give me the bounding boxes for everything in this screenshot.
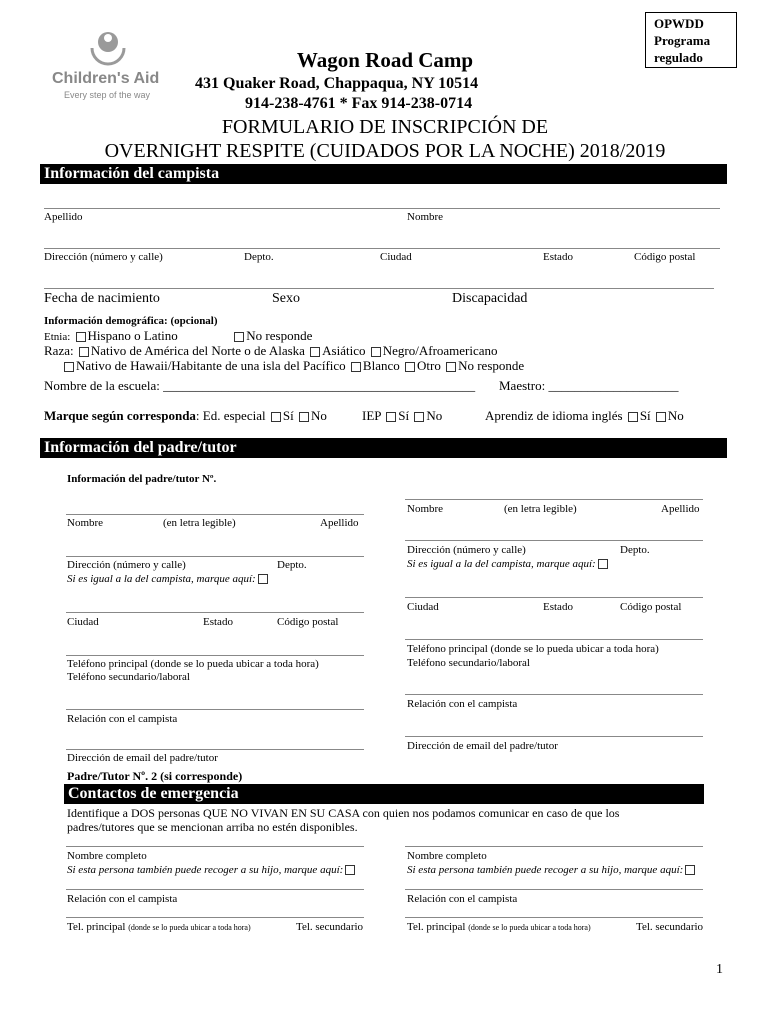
iep-si-label: Sí: [398, 408, 410, 423]
e1-recoger-checkbox[interactable]: [345, 865, 355, 875]
negro-checkbox[interactable]: [371, 347, 381, 357]
camper-fecha-label: Fecha de nacimiento: [44, 291, 160, 306]
form-title-1: FORMULARIO DE INSCRIPCIÓN DE: [221, 116, 549, 138]
p2-apellido-label: Apellido: [661, 503, 700, 515]
idioma-row: [485, 408, 684, 424]
logo-name: Children's Aid: [52, 70, 160, 87]
iep-label: IEP: [362, 408, 382, 423]
hawaii-label: Nativo de Hawaii/Habitante de una isla del Pacífico: [76, 358, 346, 373]
p2-name-line[interactable]: [405, 499, 703, 500]
e1-relacion-label: Relación con el campista: [67, 893, 178, 905]
emergency-section-bar: Contactos de emergencia: [64, 784, 704, 804]
p2-phone-line[interactable]: [405, 639, 703, 640]
e2-tel-note: (donde se lo pueda ubicar a toda hora): [468, 923, 591, 932]
p1-relacion-label: Relación con el campista: [67, 713, 178, 725]
e1-tel-note: (donde se lo pueda ubicar a toda hora): [128, 923, 251, 932]
p2-address-line[interactable]: [405, 540, 703, 541]
etnia-no-responde-checkbox[interactable]: [234, 332, 244, 342]
page-number: 1: [716, 962, 723, 977]
raza-no-responde-label: No responde: [458, 358, 525, 373]
e2-tel-principal-label: Tel. principal: [407, 921, 466, 933]
e2-relacion-line[interactable]: [405, 889, 703, 890]
raza-label: Raza:: [44, 343, 74, 358]
p2-tel-secundario-label: Teléfono secundario/laboral: [407, 657, 530, 669]
e1-recoger-label: Si esta persona también puede recoger a su hijo, marque aquí:: [67, 864, 344, 876]
p1-ciudad-label: Ciudad: [67, 616, 99, 628]
etnia-row: [44, 328, 312, 344]
p2-estado-label: Estado: [543, 601, 573, 613]
e1-recoger-row: [67, 864, 357, 876]
idioma-no-label: No: [667, 408, 684, 423]
escuela-field[interactable]: Nombre de la escuela: ________________________________________________: [44, 378, 476, 393]
emergency-intro-1: Identifique a DOS personas QUE NO VIVAN EN SU CASA con quien nos podamos comunicar en caso de que los: [67, 806, 620, 820]
blanco-checkbox[interactable]: [351, 362, 361, 372]
e1-relacion-line[interactable]: [66, 889, 364, 890]
e2-nombre-label: Nombre completo: [407, 850, 487, 862]
parent-section-bar: Información del padre/tutor: [40, 438, 727, 458]
marque-row: [44, 408, 327, 424]
p2-direccion-label: Dirección (número y calle): [407, 544, 526, 556]
nativo-america-checkbox[interactable]: [79, 347, 89, 357]
otro-label: Otro: [416, 358, 441, 373]
p2-ciudad-label: Ciudad: [407, 601, 439, 613]
e2-recoger-label: Si esta persona también puede recoger a su hijo, marque aquí:: [407, 864, 684, 876]
badge-line2: Programa: [654, 33, 711, 48]
p1-relacion-line[interactable]: [66, 709, 364, 710]
badge-line3: regulado: [654, 50, 703, 65]
e2-recoger-row: [407, 864, 697, 876]
e1-tel-principal-label: Tel. principal: [67, 921, 126, 933]
p2-email-label: Dirección de email del padre/tutor: [407, 740, 558, 752]
otro-checkbox[interactable]: [405, 362, 415, 372]
p1-address-line[interactable]: [66, 556, 364, 557]
p1-depto-label: Depto.: [277, 559, 307, 571]
p1-igual-checkbox[interactable]: [258, 574, 268, 584]
e2-name-line[interactable]: [405, 846, 703, 847]
p2-tel-principal-label: Teléfono principal (donde se lo pueda ubicar a toda hora): [407, 643, 659, 655]
ed-especial-no-label: No: [310, 408, 327, 423]
iep-si-checkbox[interactable]: [386, 412, 396, 422]
p2-depto-label: Depto.: [620, 544, 650, 556]
camper-direccion-label: Dirección (número y calle): [44, 251, 163, 263]
hawaii-checkbox[interactable]: [64, 362, 74, 372]
e2-recoger-checkbox[interactable]: [685, 865, 695, 875]
p1-tel-principal-label: Teléfono principal (donde se lo pueda ubicar a toda hora): [67, 658, 319, 670]
camper-address-line[interactable]: [44, 248, 720, 249]
p1-name-line[interactable]: [66, 514, 364, 515]
parent-title-no: Información del padre/tutor Nº.: [67, 473, 217, 485]
p2-codigo-label: Código postal: [620, 601, 682, 613]
camp-name: Wagon Road Camp: [296, 48, 474, 72]
e1-phone-line[interactable]: [66, 917, 364, 918]
emergency-intro-2: padres/tutores que se mencionan arriba no estén disponibles.: [67, 820, 358, 834]
ed-especial-si-checkbox[interactable]: [271, 412, 281, 422]
p1-email-line[interactable]: [66, 749, 364, 750]
ed-especial-label: : Ed. especial: [195, 408, 266, 423]
p2-igual-label: Si es igual a la del campista, marque aquí:: [407, 558, 596, 570]
camper-depto-label: Depto.: [244, 251, 274, 263]
idioma-si-label: Sí: [639, 408, 651, 423]
p1-city-line[interactable]: [66, 612, 364, 613]
camper-discapacidad-label: Discapacidad: [452, 291, 528, 306]
camper-ciudad-label: Ciudad: [380, 251, 412, 263]
raza-no-responde-checkbox[interactable]: [446, 362, 456, 372]
hispano-label: Hispano o Latino: [87, 328, 178, 343]
p2-relacion-line[interactable]: [405, 694, 703, 695]
p1-estado-label: Estado: [203, 616, 233, 628]
p2-relacion-label: Relación con el campista: [407, 698, 518, 710]
ed-especial-si-label: Sí: [282, 408, 294, 423]
p2-igual-checkbox[interactable]: [598, 559, 608, 569]
e2-phone-line[interactable]: [405, 917, 703, 918]
blanco-label: Blanco: [362, 358, 400, 373]
idioma-no-checkbox[interactable]: [656, 412, 666, 422]
hispano-checkbox[interactable]: [76, 332, 86, 342]
p1-phone-line[interactable]: [66, 655, 364, 656]
idioma-label: Aprendiz de idioma inglés: [485, 408, 623, 423]
camper-codigo-label: Código postal: [634, 251, 696, 263]
p2-nombre-label: Nombre: [407, 503, 444, 515]
etnia-label: Etnia:: [44, 331, 71, 343]
marque-label: Marque según corresponda: [44, 408, 196, 423]
iep-no-checkbox[interactable]: [414, 412, 424, 422]
e1-tel-secundario-label: Tel. secundario: [296, 921, 364, 933]
raza-row-2: [62, 358, 524, 374]
asiatico-label: Asiático: [322, 343, 366, 358]
ed-especial-no-checkbox[interactable]: [299, 412, 309, 422]
p1-igual-label: Si es igual a la del campista, marque aquí:: [67, 573, 256, 585]
camper-apellido-label: Apellido: [44, 211, 83, 223]
p1-igual-row: [67, 573, 270, 585]
badge-line1: OPWDD: [654, 16, 704, 31]
camper-sexo-label: Sexo: [272, 291, 300, 306]
form-title-2: OVERNIGHT RESPITE (CUIDADOS POR LA NOCHE) 2018/2019: [104, 140, 666, 162]
e2-tel-secundario-label: Tel. secundario: [636, 921, 704, 933]
camper-section-bar: Información del campista: [40, 164, 727, 184]
maestro-field[interactable]: Maestro: ____________________: [499, 378, 679, 393]
logo-tagline: Every step of the way: [64, 90, 151, 100]
etnia-no-responde-label: No responde: [246, 328, 313, 343]
camper-nombre-label: Nombre: [407, 211, 444, 223]
camper-birth-line[interactable]: [44, 288, 714, 289]
camper-estado-label: Estado: [543, 251, 573, 263]
p2-city-line[interactable]: [405, 597, 703, 598]
p2-igual-row: [407, 558, 610, 570]
p1-legible-label: (en letra legible): [163, 517, 236, 529]
nativo-america-label: Nativo de América del Norte o de Alaska: [90, 343, 305, 358]
idioma-si-checkbox[interactable]: [628, 412, 638, 422]
camp-address: 431 Quaker Road, Chappaqua, NY 10514: [195, 75, 479, 92]
iep-row: [362, 408, 442, 424]
p1-apellido-label: Apellido: [320, 517, 359, 529]
e1-name-line[interactable]: [66, 846, 364, 847]
p1-email-label: Dirección de email del padre/tutor: [67, 752, 218, 764]
negro-label: Negro/Afroamericano: [382, 343, 498, 358]
e1-phone-row: [67, 921, 251, 933]
tutor2-label: Padre/Tutor Nº. 2 (si corresponde): [67, 769, 243, 783]
p2-legible-label: (en letra legible): [504, 503, 577, 515]
e2-phone-row: [407, 921, 591, 933]
e1-nombre-label: Nombre completo: [67, 850, 147, 862]
p1-nombre-label: Nombre: [67, 517, 104, 529]
camper-name-line[interactable]: [44, 208, 720, 209]
iep-no-label: No: [426, 408, 443, 423]
p2-email-line[interactable]: [405, 736, 703, 737]
camp-phone: 914-238-4761 * Fax 914-238-0714: [245, 95, 473, 112]
raza-row: [44, 343, 498, 359]
e2-relacion-label: Relación con el campista: [407, 893, 518, 905]
asiatico-checkbox[interactable]: [310, 347, 320, 357]
p1-codigo-label: Código postal: [277, 616, 339, 628]
demografica-label: Información demográfica: (opcional): [44, 315, 218, 327]
p1-direccion-label: Dirección (número y calle): [67, 559, 186, 571]
p1-tel-secundario-label: Teléfono secundario/laboral: [67, 671, 190, 683]
